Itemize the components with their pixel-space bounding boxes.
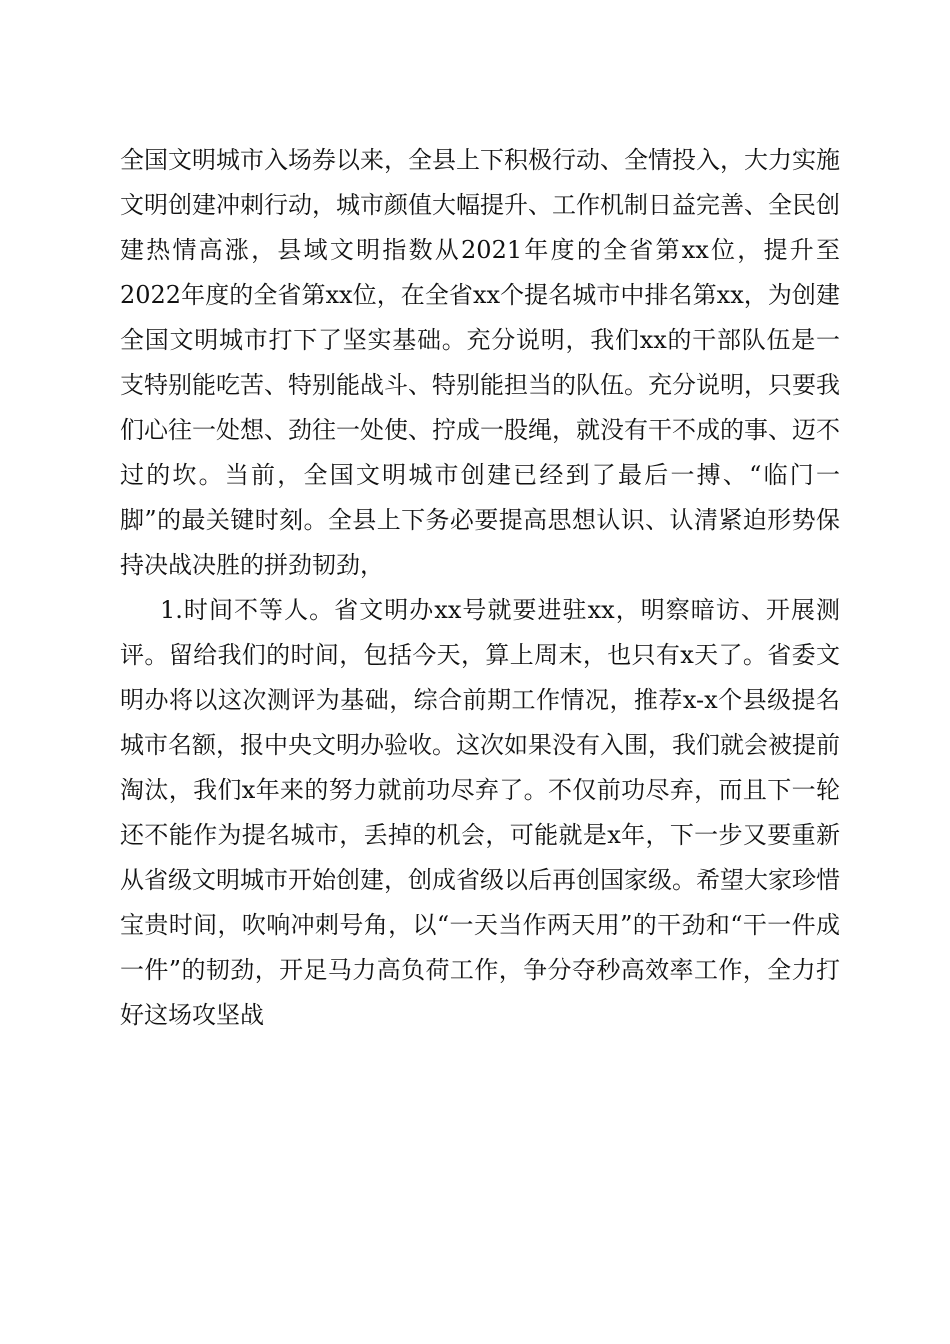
document-body [120,138,840,1038]
paragraph-intro: 全国文明城市入场券以来，全县上下积极行动、全情投入，大力实施文明创建冲刺行动，城市颜值大幅提升、工作机制日益完善、全民创建热情高涨，县域文明指数从2021年度的全省第xx位，提升至2022年度的全省第xx位，在全省xx个提名城市中排名第xx，为创建全国文明城市打下了坚实基础。充分说明，我们xx的干部队伍是一支特别能吃苦、特别能战斗、特别能担当的队伍。充分说明，只要我们心往一处想、劲往一处使、拧成一股绳，就没有干不成的事、迈不过的坎。当前，全国文明城市创建已经到了最后一搏、“临门一脚”的最关键时刻。全县上下务必要提高思想认识、认清紧迫形势保持决战决胜的拼劲韧劲， [120,146,840,579]
paragraph-time-urgency: 1.时间不等人。省文明办xx号就要进驻xx，明察暗访、开展测评。留给我们的时间，包括今天，算上周末，也只有x天了。省委文明办将以这次测评为基础，综合前期工作情况，推荐x-x个县级提名城市名额，报中央文明办验收。这次如果没有入围，我们就会被提前淘汰，我们x年来的努力就前功尽弃了。不仅前功尽弃，而且下一轮还不能作为提名城市，丢掉的机会，可能就是x年，下一步又要重新从省级文明城市开始创建，创成省级以后再创国家级。希望大家珍惜宝贵时间，吹响冲刺号角，以“一天当作两天用”的干劲和“干一件成一件”的韧劲，开足马力高负荷工作，争分夺秒高效率工作，全力打好这场攻坚战 [120,596,840,1029]
